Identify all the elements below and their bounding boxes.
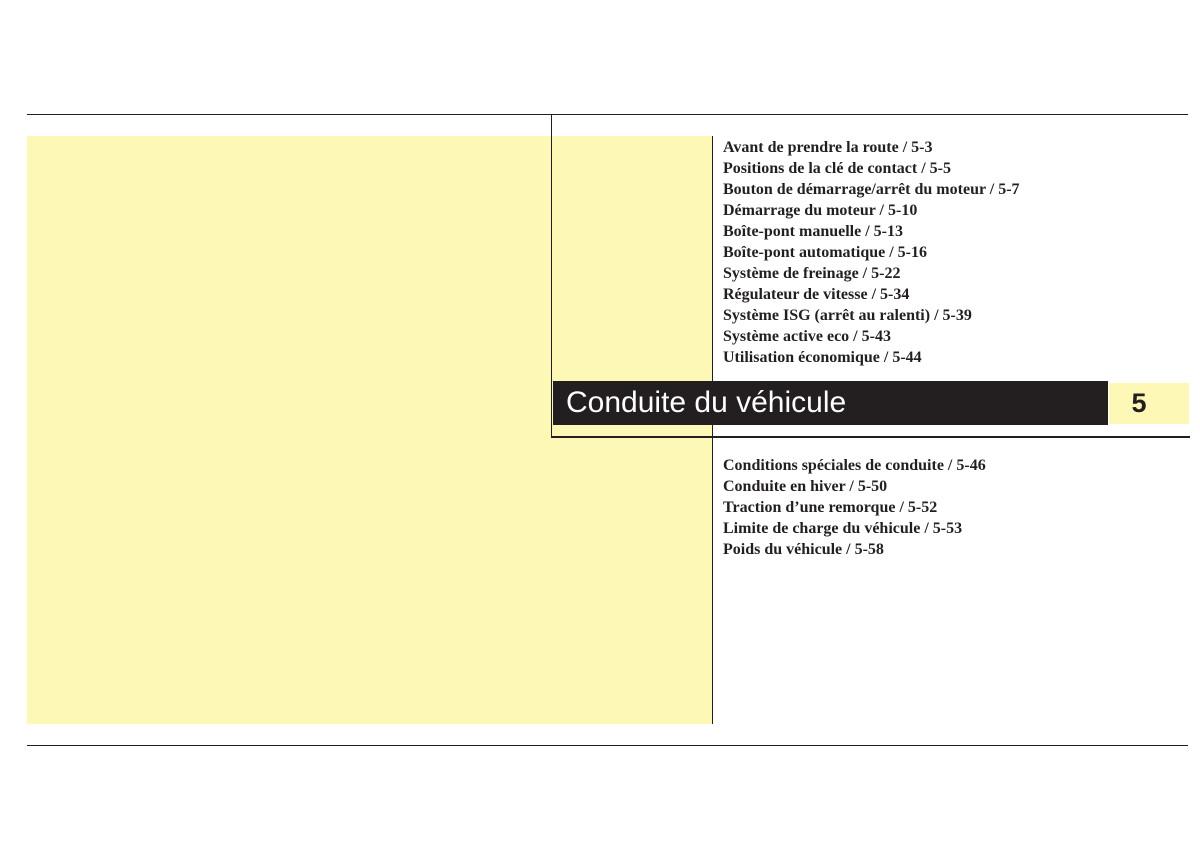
chapter-number: 5	[1131, 388, 1147, 418]
toc-item[interactable]: Régulateur de vitesse / 5-34	[723, 286, 910, 303]
toc-item[interactable]: Utilisation économique / 5-44	[723, 349, 922, 366]
title-underline	[551, 436, 1190, 438]
toc-item[interactable]: Poids du véhicule / 5-58	[723, 541, 884, 558]
toc-item[interactable]: Positions de la clé de contact / 5-5	[723, 160, 951, 177]
toc-item[interactable]: Conditions spéciales de conduite / 5-46	[723, 457, 986, 474]
toc-item[interactable]: Système ISG (arrêt au ralenti) / 5-39	[723, 307, 972, 324]
toc-item[interactable]: Avant de prendre la route / 5-3	[723, 139, 933, 156]
chapter-title: Conduite du véhicule	[553, 381, 1108, 425]
toc-list-top	[723, 137, 1020, 368]
bottom-rule	[27, 745, 1188, 746]
top-rule	[27, 114, 1188, 115]
toc-item[interactable]: Limite de charge du véhicule / 5-53	[723, 520, 963, 537]
toc-item[interactable]: Traction d’une remorque / 5-52	[723, 499, 938, 516]
toc-item[interactable]: Conduite en hiver / 5-50	[723, 478, 888, 495]
yellow-panel	[27, 136, 713, 724]
toc-item[interactable]: Bouton de démarrage/arrêt du moteur / 5-7	[723, 181, 1020, 198]
toc-item[interactable]: Boîte-pont automatique / 5-16	[723, 244, 927, 261]
toc-list-bottom	[723, 455, 986, 560]
center-divider	[551, 114, 552, 437]
toc-item[interactable]: Système active eco / 5-43	[723, 328, 891, 345]
toc-item[interactable]: Système de freinage / 5-22	[723, 265, 901, 282]
toc-item[interactable]: Boîte-pont manuelle / 5-13	[723, 223, 903, 240]
toc-divider	[712, 136, 713, 724]
toc-item[interactable]: Démarrage du moteur / 5-10	[723, 202, 918, 219]
